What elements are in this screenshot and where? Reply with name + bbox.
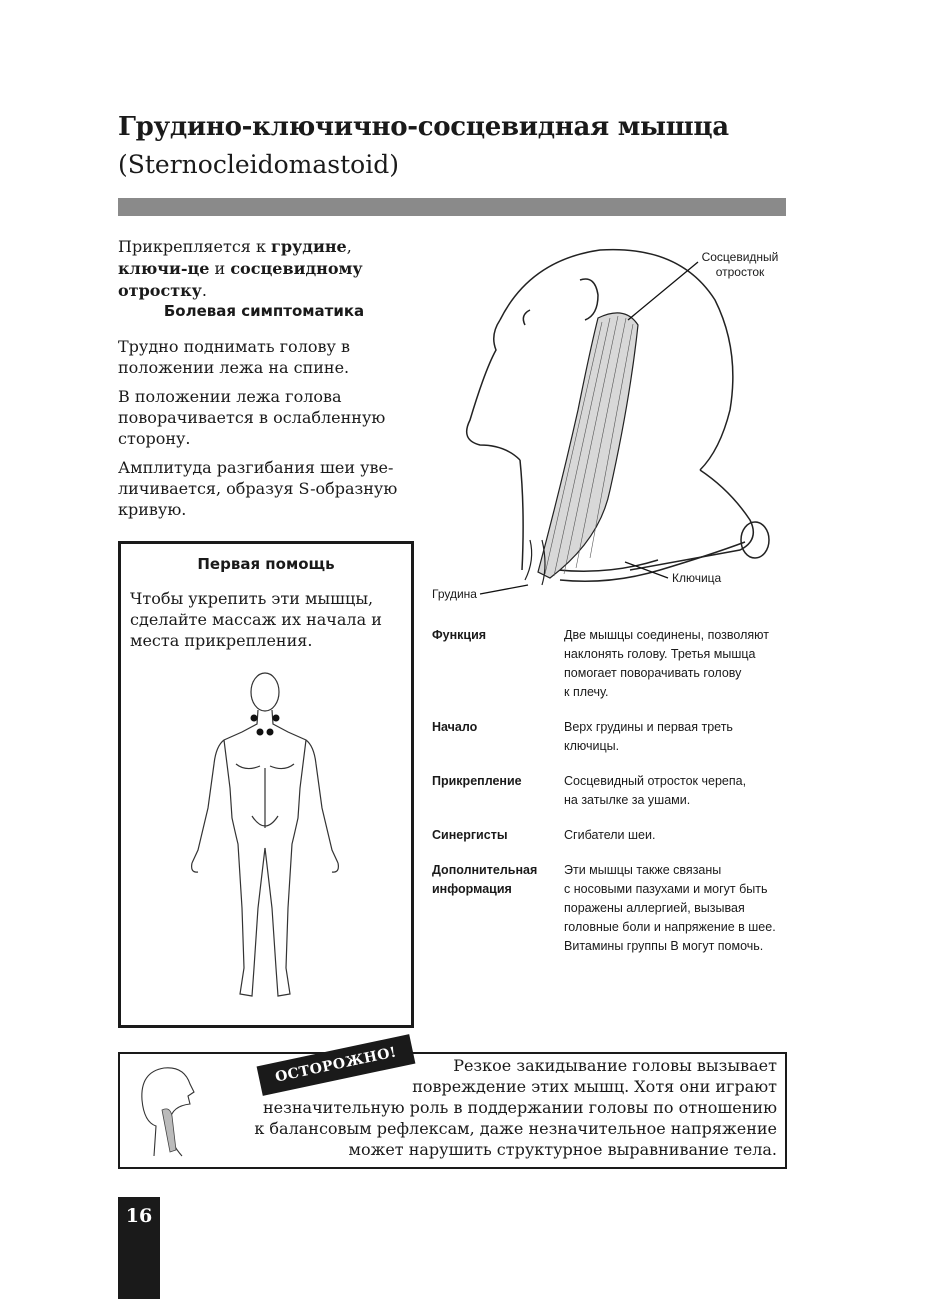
info-row-origin xyxy=(432,718,792,756)
intro-clavicle: ключи-це xyxy=(118,259,210,278)
attachment-intro xyxy=(118,236,410,302)
info-key: Функция xyxy=(432,628,487,642)
title-divider xyxy=(118,198,786,216)
info-value: Две мышцы соединены, позволяют наклонять голову. Третья мышца помогает поворачивать голову к плечу. xyxy=(564,628,769,699)
intro-mastoid: сосцевидному отростку xyxy=(118,259,363,300)
info-key: Дополнительная информация xyxy=(432,863,538,896)
symptoms-list xyxy=(118,336,410,528)
head-tilt-illustration xyxy=(132,1060,202,1160)
sternum-leader-line xyxy=(480,585,528,594)
page-subtitle: (Sternocleidomastoid) xyxy=(118,150,399,179)
mastoid-leader-line xyxy=(628,262,698,320)
caution-tag: ОСТОРОЖНО! xyxy=(257,1034,416,1096)
info-row-additional xyxy=(432,861,792,956)
intro-sternum: грудине xyxy=(271,237,347,256)
symptom-item: Амплитуда разгибания шеи уве-личивается, образуя S-образную кривую. xyxy=(118,458,398,519)
info-value: Сосцевидный отросток черепа, на затылке за ушами. xyxy=(564,774,747,807)
info-row-insertion xyxy=(432,772,792,810)
info-key: Синергисты xyxy=(432,828,508,842)
label-mastoid: Сосцевидный отросток xyxy=(701,250,779,279)
intro-sep: , xyxy=(346,237,352,256)
symptoms-heading: Болевая симптоматика xyxy=(163,302,365,320)
symptom-item: В положении лежа голова поворачивается в ослабленную сторону. xyxy=(118,387,386,448)
massage-point-icon xyxy=(267,729,274,736)
info-row-function xyxy=(432,626,792,702)
massage-point-icon xyxy=(273,715,280,722)
info-value: Верх грудины и первая треть ключицы. xyxy=(564,720,733,753)
info-value: Сгибатели шеи. xyxy=(564,828,656,842)
page-number: 16 xyxy=(125,1205,153,1227)
info-row-synergists xyxy=(432,826,792,845)
intro-end: . xyxy=(201,281,207,300)
caution-text: Резкое закидывание головы вызывает повреждение этих мышц. Хотя они играют незначительную роль в поддержании головы по отношению к балансовым рефлексам, даже незначительное напряжение может нарушить структурное выравнивание тела. xyxy=(254,1056,777,1159)
intro-text: Прикрепляется к xyxy=(118,237,272,256)
page-title: Грудино-ключично-сосцевидная мышца xyxy=(118,112,729,142)
label-clavicle: Ключица xyxy=(672,571,722,585)
massage-point-icon xyxy=(257,729,264,736)
muscle-info-table xyxy=(432,626,792,972)
first-aid-text: Чтобы укрепить эти мышцы, сделайте массаж их начала и места прикрепления. xyxy=(130,589,382,650)
intro-sep: и xyxy=(209,259,231,278)
symptom-item: Трудно поднимать голову в положении лежа на спине. xyxy=(118,337,350,377)
neck-muscle-illustration xyxy=(430,240,790,600)
body-figure-illustration xyxy=(180,668,360,1008)
label-sternum: Грудина xyxy=(432,587,477,601)
massage-point-icon xyxy=(251,715,258,722)
info-value: Эти мышцы также связаны с носовыми пазухами и могут быть поражены аллергией, вызывая головные боли и напряжение в шее. Витамины группы В могут помочь. xyxy=(564,863,776,953)
info-key: Начало xyxy=(432,720,478,734)
info-key: Прикрепление xyxy=(432,774,522,788)
first-aid-heading: Первая помощь xyxy=(197,555,335,573)
